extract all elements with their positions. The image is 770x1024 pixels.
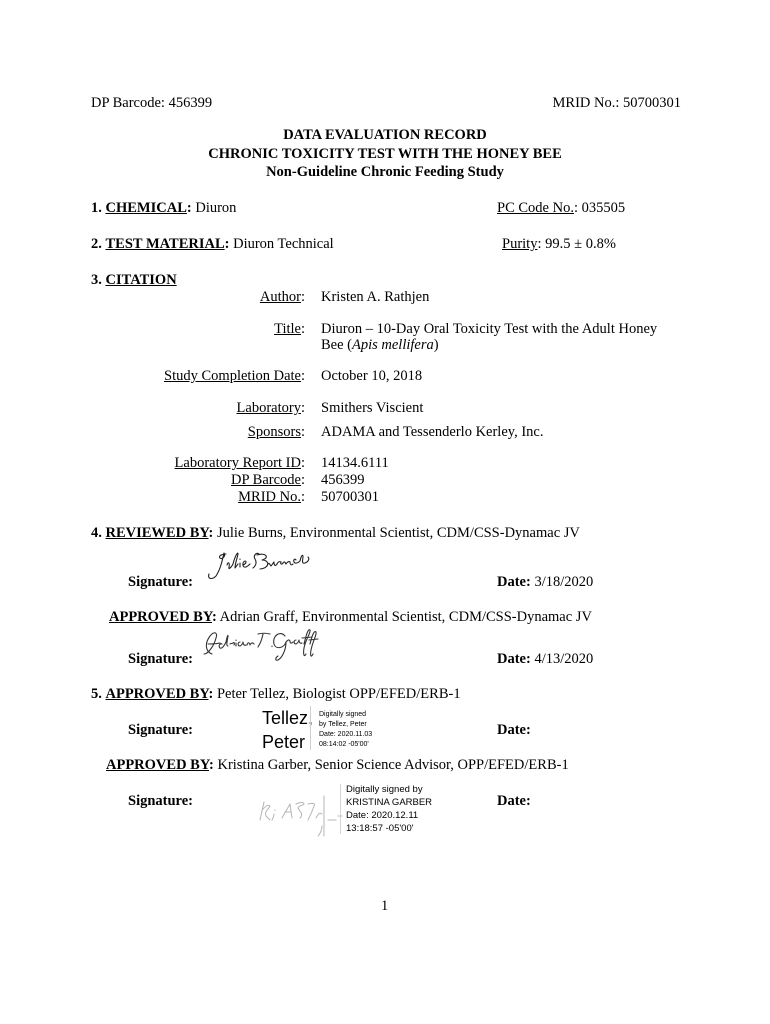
julie-burns-signature (204, 548, 314, 588)
author-label: Author (259, 289, 301, 305)
pc-code-label: PC Code No. (497, 200, 574, 216)
reviewed-label: REVIEWED BY (105, 525, 209, 541)
approval-number: 5. (91, 686, 102, 702)
approved-value-3: Kristina Garber, Senior Science Advisor, OPP/EFED/ERB-1 (217, 757, 569, 773)
kristina-garber-signature (252, 790, 344, 838)
date-1 (497, 574, 593, 591)
chemical-row: 1. CHEMICAL: Diuron (91, 200, 237, 216)
garber-ds-line-2: KRISTINA GARBER (346, 797, 433, 808)
header-dp-barcode: DP Barcode: 456399 (91, 95, 213, 111)
lab-label: Laboratory (236, 400, 301, 416)
signature-label-1: Signature: (128, 574, 193, 590)
citation-heading (91, 272, 177, 289)
reviewed-value: Julie Burns, Environmental Scientist, CDM/CSS-Dynamac JV (216, 525, 580, 541)
approved-by-row-3: APPROVED BY: Kristina Garber, Senior Science Advisor, OPP/EFED/ERB-1 (106, 757, 569, 773)
page-number: 1 (381, 898, 389, 914)
completion-value: October 10, 2018 (321, 368, 423, 384)
tellez-ds-line-3: Date: 2020.11.03 (319, 731, 373, 738)
author-label-cell: Author: (259, 289, 305, 305)
date-label-3: Date: (497, 722, 531, 738)
chemical-number: 1. (91, 200, 102, 216)
test-material-label: TEST MATERIAL (105, 236, 225, 252)
pc-code-value: 035505 (581, 200, 626, 216)
purity-label: Purity (502, 236, 538, 252)
approved-label-1: APPROVED BY (109, 609, 212, 625)
reviewed-by-row: 4. REVIEWED BY: Julie Burns, Environmental Scientist, CDM/CSS-Dynamac JV (91, 525, 580, 541)
approved-label-2: APPROVED BY (105, 686, 209, 702)
species-name: Apis mellifera (352, 337, 434, 353)
header-mrid: MRID No.: 50700301 (552, 95, 681, 111)
chemical-label: CHEMICAL (105, 200, 187, 216)
sponsors-label: Sponsors (247, 424, 301, 440)
title-line-2: CHRONIC TOXICITY TEST WITH THE HONEY BEE (208, 146, 562, 162)
dp-value: 456399 (321, 472, 365, 488)
dp-label-cell: DP Barcode: (231, 472, 305, 488)
date-2 (497, 651, 593, 668)
approved-value-2: Peter Tellez, Biologist OPP/EFED/ERB-1 (216, 686, 461, 702)
mrid-label: MRID No. (238, 489, 301, 505)
tellez-ds-line-4: 08:14:02 -05'00' (319, 741, 369, 748)
completion-label: Study Completion Date (164, 368, 301, 384)
signature-label-4: Signature: (128, 793, 193, 809)
approved-by-row-2: 5. APPROVED BY: Peter Tellez, Biologist OPP/EFED/ERB-1 (91, 686, 461, 702)
reviewed-number: 4. (91, 525, 102, 541)
tellez-ds-line-1: Digitally signed (319, 711, 367, 718)
pc-code: PC Code No.: 035505 (497, 200, 626, 216)
title-value-line-1: Diuron – 10-Day Oral Toxicity Test with the Adult Honey (321, 321, 658, 337)
report-label: Laboratory Report ID (174, 455, 301, 471)
lab-value: Smithers Viscient (321, 400, 424, 416)
approved-label-3: APPROVED BY (106, 757, 209, 773)
title-label: Title (274, 321, 301, 337)
adrian-graff-signature (200, 624, 320, 668)
approved-by-row-1: APPROVED BY: Adrian Graff, Environmental Scientist, CDM/CSS-Dynamac JV (109, 609, 592, 625)
title-value-line-2: Bee (Apis mellifera) (321, 337, 439, 353)
citation-label: CITATION (105, 272, 177, 288)
purity-value: 99.5 ± 0.8% (545, 236, 616, 252)
signature-label-3: Signature: (128, 722, 193, 738)
sponsors-value: ADAMA and Tessenderlo Kerley, Inc. (321, 424, 544, 440)
date-label-1: Date: (497, 574, 531, 590)
test-material-row: 2. TEST MATERIAL: Diuron Technical (91, 236, 334, 252)
tellez-signature-divider (310, 706, 317, 750)
citation-number: 3. (91, 272, 102, 288)
date-value-2: 4/13/2020 (534, 651, 594, 667)
report-label-cell: Laboratory Report ID: (174, 455, 305, 471)
tellez-name-2: Peter (262, 732, 306, 752)
garber-ds-line-1: Digitally signed by (346, 784, 423, 795)
title-label-cell: Title: (274, 321, 305, 337)
completion-label-cell: Study Completion Date: (164, 368, 305, 384)
date-label-2: Date: (497, 651, 531, 667)
title-line-3: Non-Guideline Chronic Feeding Study (266, 164, 504, 180)
signature-label-2: Signature: (128, 651, 193, 667)
sponsors-label-cell: Sponsors: (247, 424, 305, 440)
date-label-4: Date: (497, 793, 531, 809)
author-value: Kristen A. Rathjen (321, 289, 430, 305)
date-value-1: 3/18/2020 (534, 574, 594, 590)
lab-label-cell: Laboratory: (236, 400, 305, 416)
chemical-value: Diuron (195, 200, 237, 216)
purity: Purity: 99.5 ± 0.8% (502, 236, 616, 252)
test-material-value: Diuron Technical (233, 236, 334, 252)
report-value: 14134.6111 (321, 455, 389, 471)
garber-ds-line-4: 13:18:57 -05'00' (346, 823, 414, 834)
approved-value-1: Adrian Graff, Environmental Scientist, CDM/CSS-Dynamac JV (219, 609, 592, 625)
garber-ds-line-3: Date: 2020.12.11 (346, 810, 419, 821)
test-material-number: 2. (91, 236, 102, 252)
title-line-1: DATA EVALUATION RECORD (283, 127, 487, 143)
mrid-value: 50700301 (321, 489, 379, 505)
tellez-name-1: Tellez, (262, 708, 314, 728)
dp-label: DP Barcode (231, 472, 301, 488)
tellez-ds-line-2: by Tellez, Peter (319, 721, 367, 728)
mrid-label-cell: MRID No.: (238, 489, 305, 505)
